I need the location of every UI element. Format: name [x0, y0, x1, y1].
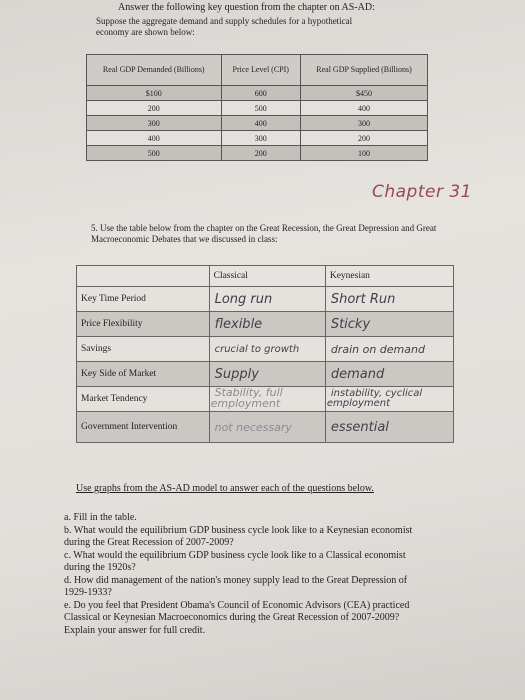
- keynesian-answer: demand: [330, 366, 385, 382]
- keynesian-answer: Short Run: [330, 291, 396, 307]
- classical-answer: Stability, full employment: [210, 386, 283, 410]
- table-cell: $100: [87, 86, 222, 101]
- row-label: Key Time Period: [77, 287, 210, 312]
- table-row: [87, 146, 428, 161]
- table-cell: 600: [221, 86, 301, 101]
- col-header-keynesian: Keynesian: [325, 266, 453, 287]
- corner-header: [77, 266, 210, 287]
- table-row: [87, 101, 428, 116]
- table-row: [87, 131, 428, 146]
- row-label: Price Flexibility: [77, 312, 210, 337]
- keynesian-answer: drain on demand: [330, 342, 425, 356]
- table-row: [77, 312, 454, 337]
- list-item: a. Fill in the table.: [64, 512, 137, 523]
- ad-as-schedule-table: [86, 54, 428, 161]
- table-cell: 500: [221, 101, 301, 116]
- classical-answer: flexible: [214, 316, 263, 332]
- table-row: [87, 86, 428, 101]
- table-cell: 300: [87, 116, 222, 131]
- table-cell: 300: [301, 116, 428, 131]
- header-question: Answer the following key question from the chapter on AS-AD:: [118, 2, 375, 13]
- col-header-classical: Classical: [209, 266, 325, 287]
- row-label: Key Side of Market: [77, 362, 210, 387]
- table-cell: 200: [301, 131, 428, 146]
- classical-vs-keynesian-table: [76, 265, 454, 443]
- table-cell: 500: [87, 146, 222, 161]
- table-cell: 300: [221, 131, 301, 146]
- keynesian-answer: essential: [330, 419, 389, 435]
- table-cell: $450: [301, 86, 428, 101]
- table-cell: 200: [87, 101, 222, 116]
- col-header-gdp-supplied: Real GDP Supplied (Billions): [301, 55, 428, 86]
- classical-answer: Supply: [214, 366, 259, 382]
- col-header-gdp-demanded: Real GDP Demanded (Billions): [87, 55, 222, 86]
- table-cell: 400: [221, 116, 301, 131]
- row-label: Government Intervention: [77, 412, 210, 443]
- table-row: [77, 387, 454, 412]
- classical-answer: crucial to growth: [214, 343, 300, 355]
- list-item: d. How did management of the nation's money supply lead to the Great Depression of 1929-1933?: [64, 574, 408, 598]
- table-cell: 400: [301, 101, 428, 116]
- table-cell: 400: [87, 131, 222, 146]
- classical-answer: not necessary: [214, 420, 292, 434]
- instructions-text: Use graphs from the AS-AD model to answer each of the questions below.: [76, 483, 374, 494]
- row-label: Market Tendency: [77, 387, 210, 412]
- table-row: [77, 362, 454, 387]
- keynesian-answer: Sticky: [330, 316, 371, 332]
- table-row: [77, 337, 454, 362]
- question-5-text: 5. Use the table below from the chapter on the Great Recession, the Great Depression and Great Macroeconomic Debates that we discussed in class:: [91, 223, 437, 244]
- list-item: b. What would the equilibrium GDP business cycle look like to a Keynesian economist during the Great Recession of 2007-2009?: [64, 524, 413, 548]
- list-item: c. What would the equilibrium GDP business cycle look like to a Classical economist during the 1920s?: [64, 549, 406, 573]
- table-cell: 100: [301, 146, 428, 161]
- question-list: [64, 512, 424, 637]
- intro-text: Suppose the aggregate demand and supply schedules for a hypothetical economy are shown below:: [96, 16, 353, 37]
- list-item: e. Do you feel that President Obama's Council of Economic Advisors (CEA) practiced Classical or Keynesian Macroeconomics during the Great Recession of 2007-2009? Explain your answer for full credit.: [64, 599, 410, 636]
- classical-answer: Long run: [214, 291, 273, 307]
- col-header-price-level: Price Level (CPI): [221, 55, 301, 86]
- table-row: [77, 412, 454, 443]
- handwritten-chapter-note: Chapter 31: [372, 182, 473, 202]
- table-row: [87, 116, 428, 131]
- table-cell: 200: [221, 146, 301, 161]
- row-label: Savings: [77, 337, 210, 362]
- keynesian-answer: instability, cyclical employment: [326, 388, 423, 409]
- table-row: [77, 287, 454, 312]
